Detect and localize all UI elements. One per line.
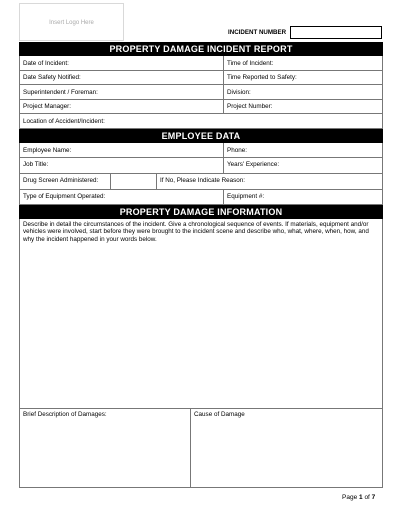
- project-manager-field[interactable]: Project Manager:: [20, 100, 224, 114]
- superintendent-field[interactable]: Superintendent / Foreman:: [20, 85, 224, 99]
- page-number: [342, 494, 375, 501]
- row-equipment: [19, 190, 383, 205]
- incident-report-form: [19, 42, 383, 488]
- employee-data-title: EMPLOYEE DATA: [19, 129, 383, 143]
- employee-name-field[interactable]: Employee Name:: [20, 143, 224, 157]
- row-damages: [19, 409, 383, 488]
- row-job-title: [19, 158, 383, 174]
- division-field[interactable]: Division:: [227, 88, 251, 96]
- time-of-incident-field[interactable]: Time of Incident:: [227, 59, 274, 67]
- incident-description-field[interactable]: [19, 219, 383, 409]
- brief-description-field[interactable]: Brief Description of Damages:: [20, 409, 191, 487]
- row-project: [19, 100, 383, 115]
- description-prompt: Describe in detail the circumstances of the incident. Give a chronological sequence of events. If materials, equipment and/or vehicles were involved, start before they were brought to the incident scene and describe who, what, where, when, how, and why the incident happened in your words below.: [23, 220, 369, 244]
- row-location: [19, 114, 383, 129]
- years-experience-field[interactable]: Years' Experience:: [227, 161, 280, 169]
- page-prefix: Page: [342, 494, 358, 501]
- report-title: PROPERTY DAMAGE INCIDENT REPORT: [19, 42, 383, 56]
- page-total: 7: [371, 494, 376, 501]
- page-current: 1: [359, 494, 363, 501]
- row-drug-screen: [19, 174, 383, 190]
- project-number-field[interactable]: Project Number:: [227, 103, 273, 111]
- date-of-incident-field[interactable]: Date of Incident:: [20, 56, 224, 70]
- cause-of-damage-field[interactable]: Cause of Damage: [194, 410, 245, 418]
- row-superintendent: [19, 85, 383, 100]
- row-employee-name: [19, 143, 383, 158]
- drug-screen-field[interactable]: [111, 174, 157, 189]
- drug-screen-label: Drug Screen Administered:: [20, 174, 111, 189]
- phone-field[interactable]: Phone:: [227, 146, 247, 154]
- logo-placeholder: Insert Logo Here: [19, 3, 124, 41]
- date-safety-notified-field[interactable]: Date Safety Notified:: [20, 71, 224, 85]
- job-title-field[interactable]: Job Title:: [20, 158, 224, 173]
- time-reported-field[interactable]: Time Reported to Safety:: [227, 74, 297, 82]
- page-of: of: [364, 494, 370, 501]
- incident-number-label: INCIDENT NUMBER: [228, 29, 287, 36]
- equipment-type-field[interactable]: Type of Equipment Operated:: [20, 190, 224, 204]
- equipment-number-field[interactable]: Equipment #:: [227, 193, 265, 201]
- property-damage-title: PROPERTY DAMAGE INFORMATION: [19, 205, 383, 219]
- incident-number-field[interactable]: [290, 26, 382, 39]
- location-field[interactable]: Location of Accident/Incident:: [23, 117, 105, 125]
- row-safety-notified: [19, 71, 383, 86]
- if-no-reason-field[interactable]: If No, Please Indicate Reason:: [160, 177, 246, 185]
- row-date-time: [19, 56, 383, 71]
